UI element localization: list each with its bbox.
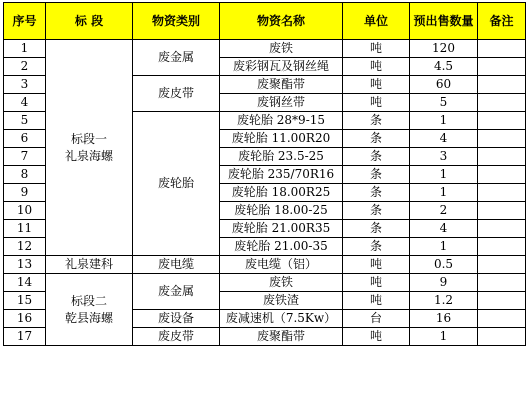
unit-cell: 吨 xyxy=(343,256,410,274)
materials-sale-table xyxy=(3,2,526,346)
quantity-cell: 16 xyxy=(410,310,478,328)
quantity-cell: 1 xyxy=(410,166,478,184)
note-cell xyxy=(478,238,526,256)
item-name-cell: 废钢丝带 xyxy=(220,94,343,112)
seq-cell: 8 xyxy=(4,166,46,184)
item-name-cell: 废彩钢瓦及钢丝绳 xyxy=(220,58,343,76)
quantity-cell: 1 xyxy=(410,238,478,256)
item-name-cell: 废轮胎 11.00R20 xyxy=(220,130,343,148)
item-name-cell: 废铁渣 xyxy=(220,292,343,310)
unit-cell: 吨 xyxy=(343,274,410,292)
note-cell xyxy=(478,94,526,112)
unit-cell: 台 xyxy=(343,310,410,328)
note-cell xyxy=(478,292,526,310)
unit-cell: 吨 xyxy=(343,94,410,112)
unit-cell: 吨 xyxy=(343,328,410,346)
table-row xyxy=(4,40,526,58)
quantity-cell: 4 xyxy=(410,220,478,238)
note-cell xyxy=(478,40,526,58)
seq-cell: 17 xyxy=(4,328,46,346)
seq-cell: 11 xyxy=(4,220,46,238)
seq-cell: 6 xyxy=(4,130,46,148)
header-seq: 序号 xyxy=(4,3,46,40)
category-cell: 废皮带 xyxy=(133,328,220,346)
unit-cell: 条 xyxy=(343,238,410,256)
note-cell xyxy=(478,76,526,94)
category-cell: 废金属 xyxy=(133,40,220,76)
quantity-cell: 60 xyxy=(410,76,478,94)
unit-cell: 条 xyxy=(343,148,410,166)
seq-cell: 12 xyxy=(4,238,46,256)
note-cell xyxy=(478,58,526,76)
quantity-cell: 1.2 xyxy=(410,292,478,310)
category-cell: 废金属 xyxy=(133,274,220,310)
category-cell: 废电缆 xyxy=(133,256,220,274)
item-name-cell: 废轮胎 18.00-25 xyxy=(220,202,343,220)
unit-cell: 条 xyxy=(343,220,410,238)
note-cell xyxy=(478,328,526,346)
seq-cell: 7 xyxy=(4,148,46,166)
quantity-cell: 5 xyxy=(410,94,478,112)
seq-cell: 10 xyxy=(4,202,46,220)
table-row xyxy=(4,274,526,292)
unit-cell: 吨 xyxy=(343,58,410,76)
note-cell xyxy=(478,220,526,238)
note-cell xyxy=(478,112,526,130)
quantity-cell: 1 xyxy=(410,112,478,130)
item-name-cell: 废轮胎 21.00-35 xyxy=(220,238,343,256)
seq-cell: 16 xyxy=(4,310,46,328)
seq-cell: 2 xyxy=(4,58,46,76)
item-name-cell: 废轮胎 21.00R35 xyxy=(220,220,343,238)
note-cell xyxy=(478,166,526,184)
seq-cell: 9 xyxy=(4,184,46,202)
quantity-cell: 2 xyxy=(410,202,478,220)
item-name-cell: 废聚酯带 xyxy=(220,76,343,94)
item-name-cell: 废轮胎 23.5-25 xyxy=(220,148,343,166)
seq-cell: 15 xyxy=(4,292,46,310)
seq-cell: 1 xyxy=(4,40,46,58)
unit-cell: 吨 xyxy=(343,40,410,58)
unit-cell: 吨 xyxy=(343,292,410,310)
quantity-cell: 3 xyxy=(410,148,478,166)
note-cell xyxy=(478,256,526,274)
document-page xyxy=(3,2,526,346)
item-name-cell: 废轮胎 28*9-15 xyxy=(220,112,343,130)
item-name-cell: 废铁 xyxy=(220,274,343,292)
quantity-cell: 0.5 xyxy=(410,256,478,274)
unit-cell: 条 xyxy=(343,166,410,184)
seq-cell: 4 xyxy=(4,94,46,112)
seq-cell: 3 xyxy=(4,76,46,94)
note-cell xyxy=(478,148,526,166)
header-category: 物资类别 xyxy=(133,3,220,40)
unit-cell: 吨 xyxy=(343,76,410,94)
unit-cell: 条 xyxy=(343,184,410,202)
header-row xyxy=(4,3,526,40)
item-name-cell: 废减速机（7.5Kw） xyxy=(220,310,343,328)
item-name-cell: 废铁 xyxy=(220,40,343,58)
section-cell xyxy=(46,256,133,274)
item-name-cell: 废聚酯带 xyxy=(220,328,343,346)
note-cell xyxy=(478,310,526,328)
item-name-cell: 废轮胎 235/70R16 xyxy=(220,166,343,184)
section-label: 标段二 乾县海螺 xyxy=(64,293,113,325)
quantity-cell: 4.5 xyxy=(410,58,478,76)
section-cell xyxy=(46,40,133,256)
quantity-cell: 1 xyxy=(410,328,478,346)
note-cell xyxy=(478,202,526,220)
unit-cell: 条 xyxy=(343,202,410,220)
header-unit: 单位 xyxy=(343,3,410,40)
note-cell xyxy=(478,184,526,202)
note-cell xyxy=(478,274,526,292)
seq-cell: 14 xyxy=(4,274,46,292)
seq-cell: 5 xyxy=(4,112,46,130)
unit-cell: 条 xyxy=(343,112,410,130)
category-cell: 废设备 xyxy=(133,310,220,328)
quantity-cell: 1 xyxy=(410,184,478,202)
section-label: 礼泉建科 xyxy=(64,257,113,272)
category-cell: 废轮胎 xyxy=(133,112,220,256)
quantity-cell: 4 xyxy=(410,130,478,148)
header-note: 备注 xyxy=(478,3,526,40)
table-row xyxy=(4,256,526,274)
header-name: 物资名称 xyxy=(220,3,343,40)
quantity-cell: 9 xyxy=(410,274,478,292)
item-name-cell: 废轮胎 18.00R25 xyxy=(220,184,343,202)
unit-cell: 条 xyxy=(343,130,410,148)
note-cell xyxy=(478,130,526,148)
section-cell xyxy=(46,274,133,346)
quantity-cell: 120 xyxy=(410,40,478,58)
header-quantity: 预出售数量 xyxy=(410,3,478,40)
item-name-cell: 废电缆（铝） xyxy=(220,256,343,274)
seq-cell: 13 xyxy=(4,256,46,274)
category-cell: 废皮带 xyxy=(133,76,220,112)
header-section: 标 段 xyxy=(46,3,133,40)
section-label: 标段一 礼泉海螺 xyxy=(64,131,113,163)
